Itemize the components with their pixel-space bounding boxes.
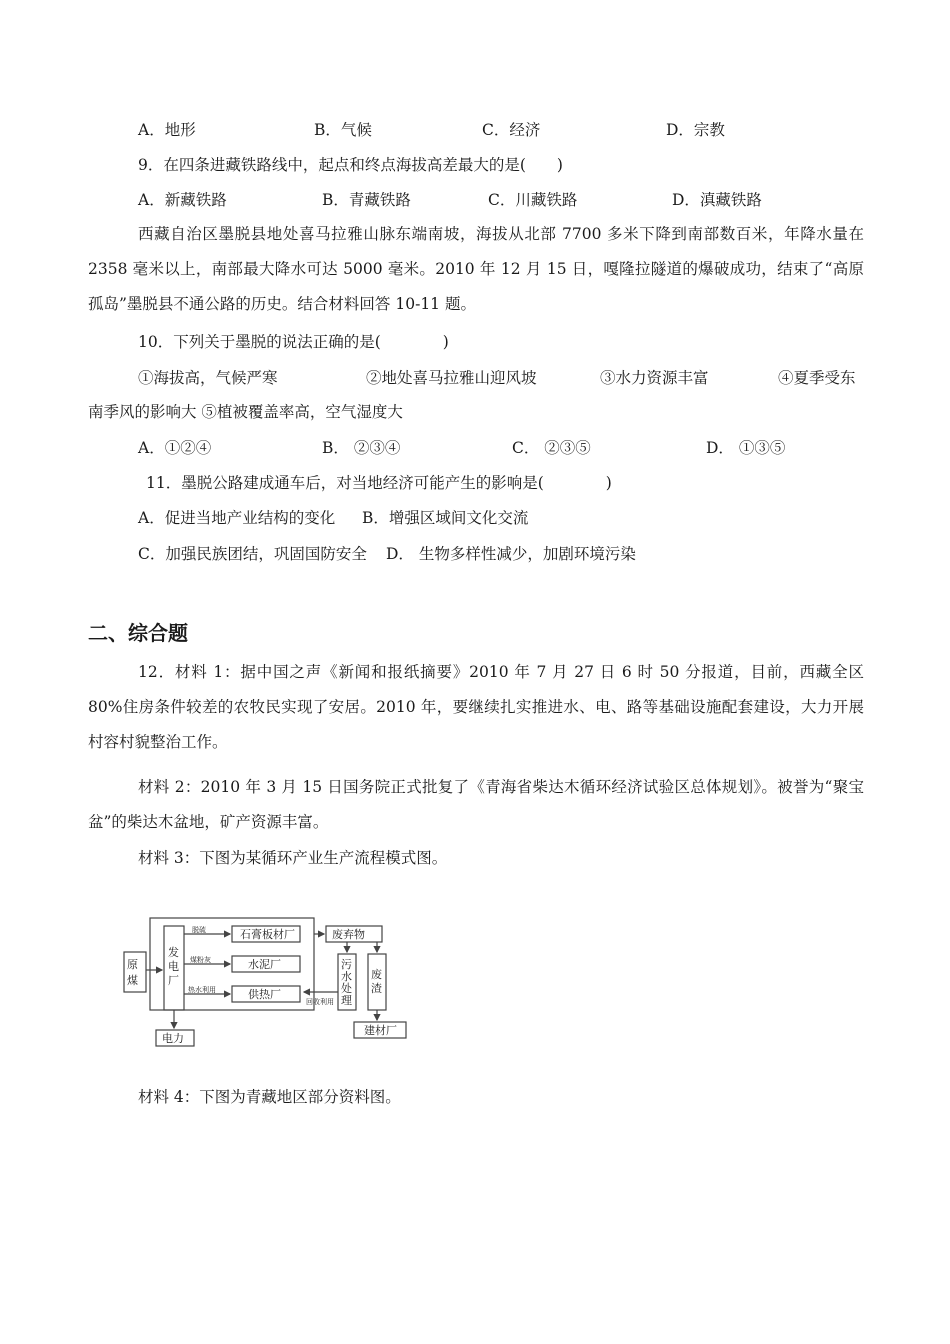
diagram-sewage-2: 水 — [341, 970, 352, 983]
q9-option-a: A．新藏铁路 — [138, 191, 227, 209]
diagram-power-2: 电 — [168, 960, 179, 973]
q11-option-d: D． 生物多样性减少，加剧环境污染 — [386, 545, 636, 563]
q10-stem: 10．下列关于墨脱的说法正确的是( ) — [138, 333, 449, 351]
q12-material-3: 材料 3：下图为某循环产业生产流程模式图。 — [138, 849, 448, 867]
q9-stem: 9．在四条进藏铁路线中，起点和终点海拔高差最大的是( ) — [138, 156, 563, 174]
q10-statement-1: ①海拔高，气候严寒 — [138, 369, 278, 387]
diagram-desulfur: 脱硫 — [192, 926, 206, 934]
diagram-raw-coal-1: 原 — [127, 958, 138, 971]
q8-option-a: A．地形 — [138, 121, 196, 139]
diagram-recycle: 回收利用 — [306, 998, 334, 1006]
diagram-cement: 水泥厂 — [248, 958, 281, 971]
diagram-fly-ash: 煤粉灰 — [190, 956, 211, 964]
diagram-raw-coal-2: 煤 — [127, 974, 138, 987]
q11-option-a: A．促进当地产业结构的变化 — [138, 509, 336, 527]
diagram-gypsum: 石膏板材厂 — [240, 928, 295, 941]
q10-option-a: A．①②④ — [138, 439, 212, 457]
diagram-hot-water: 热水利用 — [188, 986, 216, 994]
diagram-sewage-3: 处 — [341, 982, 352, 995]
diagram-slag-2: 渣 — [371, 982, 382, 995]
q10-option-c: C． ②③⑤ — [512, 439, 591, 457]
q10-statement-2: ②地处喜马拉雅山迎风坡 — [366, 369, 537, 387]
q12-material-2: 材料 2：2010 年 3 月 15 日国务院正式批复了《青海省柴达木循环经济试验区总体规划》。被誉为“聚宝盆”的柴达木盆地，矿产资源丰富。 — [88, 778, 864, 831]
diagram-power-3: 厂 — [168, 974, 179, 987]
q10-statement-3: ③水力资源丰富 — [600, 369, 709, 387]
q9-option-c: C．川藏铁路 — [488, 191, 578, 209]
diagram-sewage-1: 污 — [341, 958, 352, 971]
diagram-building: 建材厂 — [364, 1024, 397, 1037]
q11-option-c: C．加强民族团结，巩固国防安全 — [138, 545, 367, 563]
q9-option-d: D．滇藏铁路 — [672, 191, 762, 209]
q11-stem: 11．墨脱公路建成通车后，对当地经济可能产生的影响是( ) — [146, 474, 612, 492]
diagram-electricity: 电力 — [162, 1032, 184, 1045]
q12-material-1: 12．材料 1：据中国之声《新闻和报纸摘要》2010 年 7 月 27 日 6 时 50 分报道，目前，西藏全区 80%住房条件较差的农牧民实现了安居。2010 年，要继续扎实推进水、电、路等基础设施配套建设，大力开展村容村貌整治工作。 — [88, 663, 864, 751]
q10-option-d: D． ①③⑤ — [706, 439, 786, 457]
diagram-heating: 供热厂 — [248, 988, 281, 1001]
q11-option-b: B．增强区域间文化交流 — [362, 509, 529, 527]
diagram-waste: 废弃物 — [332, 928, 365, 941]
q12-material-4: 材料 4：下图为青藏地区部分资料图。 — [138, 1088, 401, 1106]
q10-statement-4: ④夏季受东 — [778, 369, 856, 387]
diagram-sewage-4: 理 — [341, 994, 352, 1007]
q8-option-b: B．气候 — [314, 121, 372, 139]
q10-statement-continued: 南季风的影响大 ⑤植被覆盖率高，空气湿度大 — [88, 403, 403, 421]
medog-material: 西藏自治区墨脱县地处喜马拉雅山脉东端南坡，海拔从北部 7700 多米下降到南部数百米，年降水量在 2358 毫米以上，南部最大降水可达 5000 毫米。2010 年 12 月 15 日，嘎隆拉隧道的爆破成功，结束了“高原孤岛”墨脱县不通公路的历史。结合材料回答 10-11 题。 — [88, 225, 864, 313]
diagram-power-1: 发 — [168, 946, 179, 959]
circular-industry-diagram — [118, 912, 418, 1052]
q8-option-d: D．宗教 — [666, 121, 725, 139]
q8-option-c: C．经济 — [482, 121, 541, 139]
diagram-slag-1: 废 — [371, 968, 382, 981]
section-heading: 二、综合题 — [88, 621, 188, 645]
q9-option-b: B．青藏铁路 — [322, 191, 411, 209]
q10-option-b: B． ②③④ — [322, 439, 401, 457]
